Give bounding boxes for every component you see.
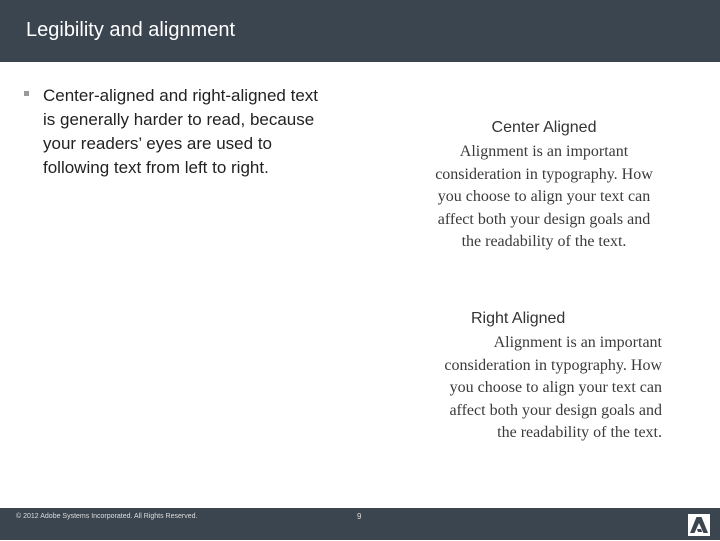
right-example-line: affect both your design goals and bbox=[449, 401, 662, 419]
center-aligned-heading: Center Aligned bbox=[491, 119, 597, 136]
right-example-line: Alignment is an important bbox=[493, 334, 662, 351]
bullet-text: Center-aligned and right-aligned text is generally harder to read, because your readers’ eyes are used to following text from left to right. bbox=[43, 86, 319, 177]
copyright-notice: © 2012 Adobe Systems Incorporated. All Rights Reserved. bbox=[16, 513, 198, 520]
right-aligned-example bbox=[400, 310, 662, 445]
right-example-line: you choose to align your text can bbox=[449, 379, 662, 396]
adobe-logo-icon-graphic bbox=[688, 514, 710, 536]
slide-header bbox=[0, 0, 720, 62]
right-aligned-heading: Right Aligned bbox=[471, 310, 566, 327]
center-aligned-example bbox=[412, 119, 676, 254]
right-example-line: the readability of the text. bbox=[497, 424, 662, 441]
adobe-logo-icon bbox=[688, 514, 710, 536]
center-example-line: consideration in typography. How bbox=[435, 165, 653, 183]
center-example-line: Alignment is an important bbox=[459, 143, 629, 160]
page-number: 9 bbox=[357, 512, 362, 521]
slide-title: Legibility and alignment bbox=[26, 19, 236, 41]
center-example-line: you choose to align your text can bbox=[437, 188, 651, 205]
right-example-line: consideration in typography. How bbox=[444, 356, 662, 374]
center-example-line: the readability of the text. bbox=[461, 233, 627, 250]
bullet-marker-icon bbox=[24, 91, 29, 96]
slide-footer bbox=[0, 508, 720, 540]
center-example-line: affect both your design goals and bbox=[437, 210, 651, 228]
